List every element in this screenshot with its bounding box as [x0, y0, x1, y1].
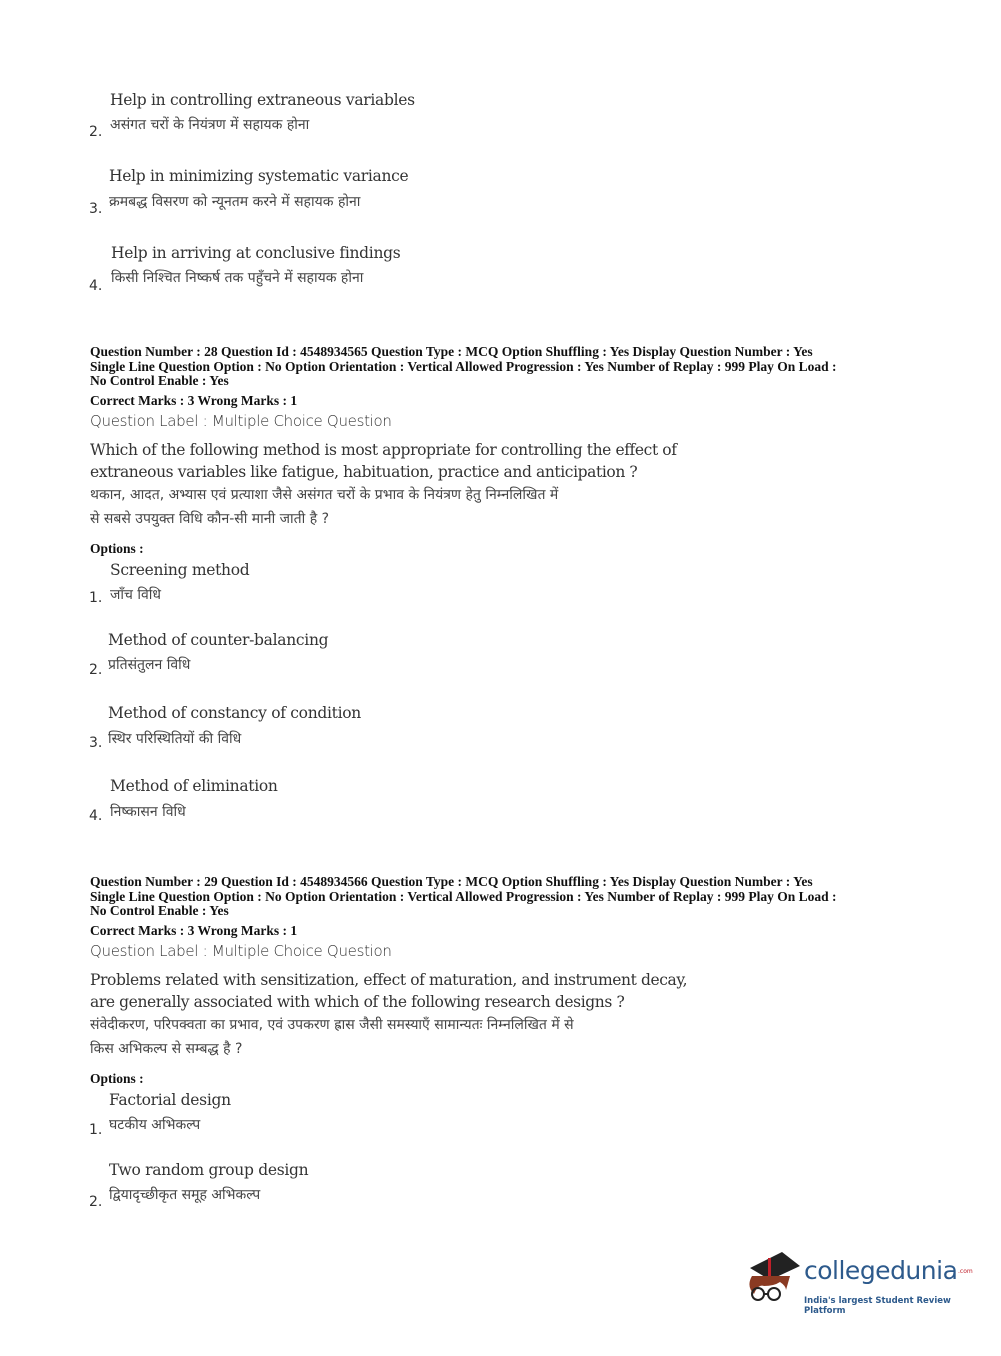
option-text-hi: घटकीय अभिकल्प	[109, 1117, 201, 1133]
logo-suffix: .com	[958, 1268, 973, 1275]
meta-line: Question Number : 28 Question Id : 4548934565 Question Type : MCQ Option Shuffling : Yes Display Question Number : Yes	[90, 344, 813, 359]
option-text-en: Screening method	[110, 561, 250, 579]
meta-line: Single Line Question Option : No Option Orientation : Vertical Allowed Progression : Yes Number of Replay : 999 Play On Load :	[90, 888, 837, 904]
question-label: Question Label : Multiple Choice Question	[90, 942, 392, 960]
meta-line: Single Line Question Option : No Option Orientation : Vertical Allowed Progression : Yes Number of Replay : 999 Play On Load :	[90, 358, 837, 374]
option-text-hi: किसी निश्चित निष्कर्ष तक पहुँचने में सहायक होना	[111, 270, 364, 286]
option-text-hi: प्रतिसंतुलन विधि	[108, 657, 191, 673]
options-label: Options :	[90, 541, 144, 556]
option-text-hi: असंगत चरों के नियंत्रण में सहायक होना	[110, 117, 310, 133]
option-number: 2.	[89, 662, 103, 678]
option-number: 4.	[89, 278, 103, 294]
option-number: 3.	[89, 201, 103, 217]
option-number: 1.	[89, 590, 103, 606]
meta-line: No Control Enable : Yes	[90, 373, 229, 388]
meta-line: Question Number : 29 Question Id : 4548934566 Question Type : MCQ Option Shuffling : Yes Display Question Number : Yes	[90, 874, 813, 889]
option-text-hi: निष्कासन विधि	[110, 804, 186, 820]
logo-tagline: India's largest Student Review Platform	[804, 1296, 951, 1316]
question-line-hi: किस अभिकल्प से सम्बद्ध है ?	[90, 1041, 243, 1057]
option-text-en: Method of constancy of condition	[108, 704, 361, 722]
option-number: 3.	[89, 735, 103, 751]
option-text-en: Method of elimination	[110, 777, 278, 795]
collegedunia-logo	[742, 1250, 973, 1316]
option-text-hi: क्रमबद्ध विसरण को न्यूनतम करने में सहायक होना	[109, 194, 361, 210]
option-text-en: Method of counter-balancing	[108, 631, 329, 649]
option-number: 2.	[89, 124, 103, 140]
option-text-en: Two random group design	[109, 1161, 309, 1179]
meta-line: No Control Enable : Yes	[90, 903, 229, 918]
question-line-en: extraneous variables like fatigue, habituation, practice and anticipation ?	[90, 463, 638, 481]
question-meta	[90, 875, 837, 919]
question-line-en: Which of the following method is most appropriate for controlling the effect of	[90, 441, 677, 459]
option-text-hi: द्वियादृच्छीकृत समूह अभिकल्प	[109, 1187, 261, 1203]
option-text-hi: जाँच विधि	[110, 587, 162, 603]
question-line-hi: से सबसे उपयुक्त विधि कौन-सी मानी जाती है ?	[90, 511, 330, 527]
option-number: 4.	[89, 808, 103, 824]
question-label: Question Label : Multiple Choice Question	[90, 412, 392, 430]
option-text-hi: स्थिर परिस्थितियों की विधि	[108, 731, 242, 747]
question-line-en: Problems related with sensitization, effect of maturation, and instrument decay,	[90, 971, 688, 989]
marks: Correct Marks : 3 Wrong Marks : 1	[90, 393, 298, 408]
option-text-en: Factorial design	[109, 1091, 231, 1109]
question-meta	[90, 345, 837, 389]
option-text-en: Help in arriving at conclusive findings	[111, 244, 401, 262]
option-text-en: Help in controlling extraneous variables	[110, 91, 415, 109]
logo-wordmark: collegedunia	[804, 1256, 958, 1285]
options-label: Options :	[90, 1071, 144, 1086]
question-line-en: are generally associated with which of the following research designs ?	[90, 993, 625, 1011]
question-text	[90, 969, 687, 1061]
marks: Correct Marks : 3 Wrong Marks : 1	[90, 923, 298, 938]
question-text	[90, 439, 677, 531]
option-number: 1.	[89, 1122, 103, 1138]
question-line-hi: थकान, आदत, अभ्यास एवं प्रत्याशा जैसे असंगत चरों के प्रभाव के नियंत्रण हेतु निम्नलिखित में	[90, 487, 559, 503]
mascot-icon	[742, 1250, 802, 1312]
question-line-hi: संवेदीकरण, परिपक्वता का प्रभाव, एवं उपकरण ह्रास जैसी समस्याएँ सामान्यतः निम्नलिखित में से	[90, 1017, 574, 1033]
option-text-en: Help in minimizing systematic variance	[109, 167, 409, 185]
option-number: 2.	[89, 1194, 103, 1210]
